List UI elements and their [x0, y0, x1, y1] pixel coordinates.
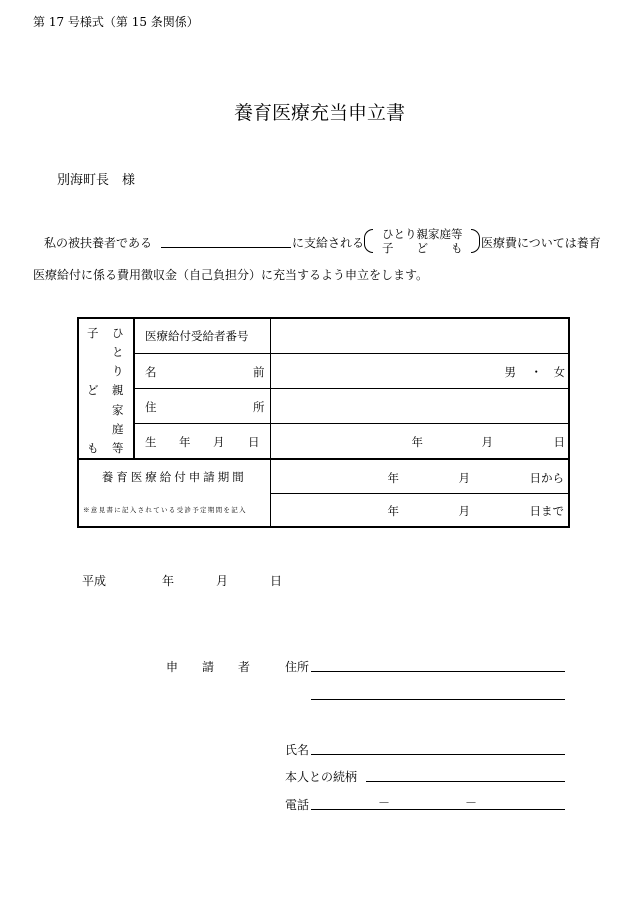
- side-char: ひ: [112, 326, 124, 340]
- birth-month: 月: [481, 435, 493, 449]
- recipient-number-field[interactable]: [270, 318, 569, 354]
- paren-option-child: 子 ど も: [382, 241, 463, 255]
- applicant-phone-field[interactable]: [311, 809, 565, 810]
- date-month: 月: [216, 574, 229, 588]
- subject-type-cell: [78, 318, 134, 459]
- page-title: 養育医療充当申立書: [234, 102, 406, 124]
- address-field[interactable]: [270, 389, 569, 424]
- side-char: ど: [87, 383, 99, 397]
- side-char: 庭: [112, 422, 124, 436]
- statement-middle: に支給される: [292, 236, 365, 250]
- from-day: 日から: [529, 471, 564, 485]
- right-paren: [471, 229, 480, 253]
- side-char: と: [112, 345, 124, 359]
- side-char: り: [112, 364, 124, 378]
- birth-label: 月: [213, 435, 225, 449]
- form-number: 第 17 号様式（第 15 条関係）: [33, 15, 199, 29]
- applicant-address-line1[interactable]: [311, 671, 565, 672]
- applicant-info-table: [77, 317, 570, 528]
- statement-prefix: 私の被扶養者である: [44, 236, 153, 250]
- period-from-field[interactable]: [270, 459, 569, 494]
- gender-separator: ・: [530, 365, 542, 379]
- from-month: 月: [458, 471, 470, 485]
- to-month: 月: [458, 504, 470, 518]
- side-char: 親: [112, 383, 124, 397]
- phone-separator-2: －: [465, 796, 478, 810]
- birth-label: 生: [145, 435, 157, 449]
- statement-suffix: 医療費については養育: [481, 236, 601, 250]
- gender-female[interactable]: 女: [553, 365, 565, 379]
- to-year: 年: [387, 504, 399, 518]
- address-label-1: 住: [145, 400, 157, 414]
- period-label: [78, 459, 270, 494]
- applicant-address-line2[interactable]: [311, 699, 565, 700]
- birth-label-cell: [134, 424, 270, 460]
- left-paren: [364, 229, 373, 253]
- applicant-name-label: 氏名: [285, 743, 310, 757]
- applicant-relation-field[interactable]: [366, 781, 565, 782]
- date-day: 日: [270, 574, 283, 588]
- period-label-text: 養育医療給付申請期間: [101, 469, 247, 484]
- birth-label: 日: [248, 435, 260, 449]
- birth-label: 年: [179, 435, 191, 449]
- name-field[interactable]: [270, 354, 569, 389]
- gender-male[interactable]: 男: [504, 365, 516, 379]
- side-char: も: [87, 441, 99, 455]
- side-char: 等: [112, 441, 124, 455]
- dependent-name-field[interactable]: [161, 247, 291, 248]
- period-to-field[interactable]: [270, 494, 569, 528]
- birth-year: 年: [411, 435, 423, 449]
- statement-line2: 医療給付に係る費用徴収金（自己負担分）に充当するよう申立をします。: [33, 268, 429, 282]
- applicant-label: 申 請 者: [166, 660, 251, 674]
- birth-date-field[interactable]: [270, 424, 569, 460]
- recipient-number-label: 医療給付受給者番号: [134, 318, 270, 354]
- side-char: 家: [112, 403, 124, 417]
- addressee: 別海町長 様: [57, 173, 136, 188]
- to-day: 日まで: [529, 504, 564, 518]
- side-char: 子: [87, 326, 99, 340]
- applicant-name-field[interactable]: [311, 754, 565, 755]
- name-label-1: 名: [145, 365, 157, 379]
- applicant-relation-label: 本人との続柄: [285, 770, 358, 784]
- date-era: 平成: [82, 574, 107, 588]
- phone-separator-1: －: [378, 796, 391, 810]
- applicant-address-label: 住所: [285, 660, 310, 674]
- paren-option-single-parent: ひとり親家庭等: [382, 227, 463, 241]
- name-label-2: 前: [253, 365, 265, 379]
- birth-day: 日: [553, 435, 565, 449]
- applicant-phone-label: 電話: [285, 798, 310, 812]
- date-year: 年: [162, 574, 175, 588]
- address-label-cell: [134, 389, 270, 424]
- from-year: 年: [387, 471, 399, 485]
- address-label-2: 所: [253, 400, 265, 414]
- name-label-cell: [134, 354, 270, 389]
- period-note: ※意見書に記入されている受診予定期間を記入: [78, 494, 270, 528]
